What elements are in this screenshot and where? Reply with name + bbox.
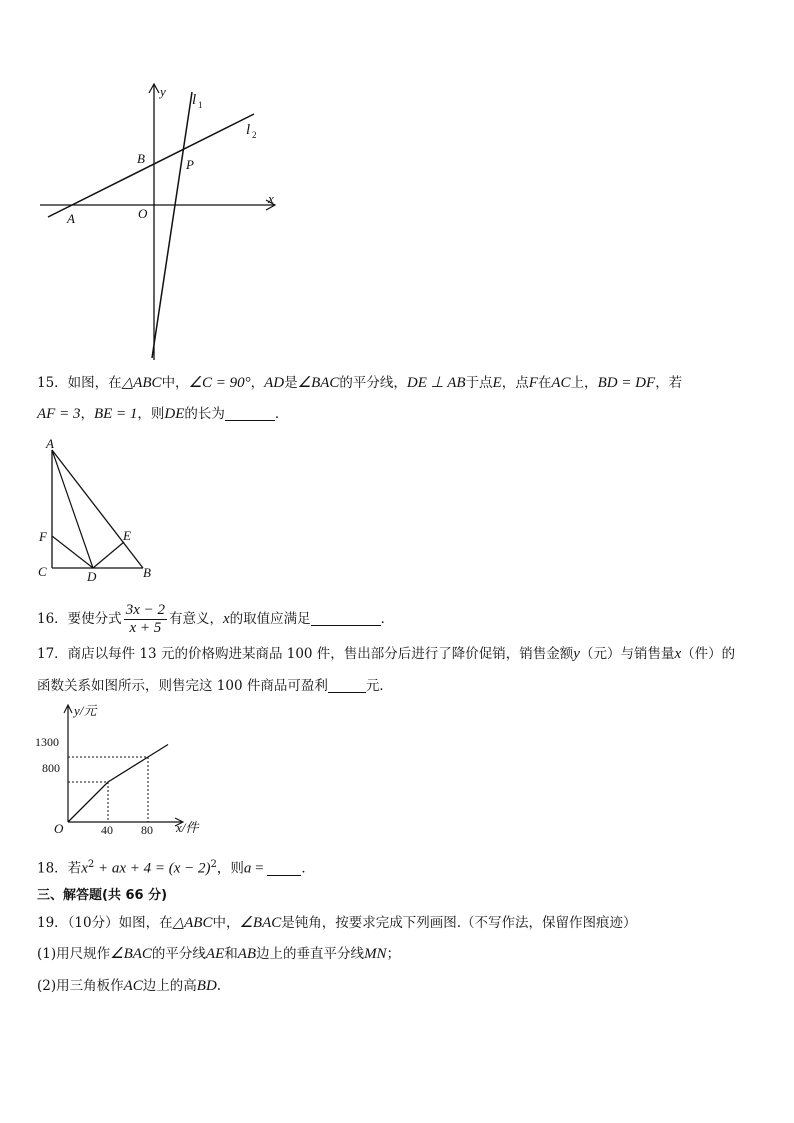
label-l1-sub: 1: [198, 100, 203, 110]
chart-ylabel: y/元: [74, 703, 97, 718]
answer-blank-15[interactable]: [225, 406, 275, 421]
question-19-line-1: 19．（10分）如图，在△ABC中，∠BAC是钝角，按要求完成下列画图.（不写作法，保留作图痕迹）: [37, 915, 637, 931]
question-19-item-1: (1)用尺规作∠BAC的平分线AE和AB边上的垂直平分线MN；: [37, 946, 401, 962]
label-P: P: [186, 157, 194, 172]
label-D: D: [87, 569, 97, 584]
series-line: [68, 745, 168, 823]
label-A: A: [67, 211, 75, 226]
line-l2: [48, 114, 254, 217]
section-heading-3: 三、解答题(共 66 分): [37, 888, 168, 903]
label-A: A: [46, 436, 54, 451]
chart-xtick-40: 40: [101, 823, 113, 837]
question-16: 16．要使分式 $\frac{3x - 2}{x + 5}$ 有意义，x的取值应满足 ．: [37, 602, 395, 636]
chart-ytick-800: 800: [42, 761, 60, 775]
label-x: x: [268, 191, 274, 206]
question-15-line-1: 15．如图，在△ABC中，∠C = 90°，AD是∠BAC的平分线，DE ⊥ AB于点E，点F在AC上，BD = DF，若: [37, 375, 683, 391]
label-l2: l: [246, 122, 251, 138]
question-18: 18．若$x^2$ + ax + $4 = (x - 2)^2$，则a = ．: [37, 859, 315, 877]
question-15-line-2: AF = 3，BE = 1，则DE的长为 ．: [37, 406, 289, 422]
label-C: C: [38, 564, 47, 579]
segment-DE: [93, 542, 124, 568]
segment-AB: [52, 450, 143, 568]
chart-ytick-1300: 1300: [35, 735, 59, 749]
question-17-line-1: 17．商店以每件 13 元的价格购进某商品 100 件，售出部分后进行了降价促销，销售金额y（元）与销售量x（件）的: [37, 646, 736, 662]
answer-blank-16[interactable]: [311, 611, 381, 626]
label-O: O: [138, 206, 148, 221]
label-y: y: [160, 84, 166, 99]
figure-right-triangle: [35, 436, 165, 584]
label-B: B: [137, 151, 145, 166]
figure-sales-chart: [30, 700, 220, 840]
question-17-line-2: 函数关系如图所示，则售完这 100 件商品可盈利 元．: [37, 678, 393, 694]
label-l1: l: [192, 92, 197, 108]
label-l2-sub: 2: [252, 130, 257, 140]
line-l1: [152, 92, 192, 358]
label-F: F: [39, 529, 47, 544]
segment-AD: [52, 450, 93, 568]
figure-two-lines: [40, 80, 290, 365]
question-19-item-2: (2)用三角板作AC边上的高BD.: [37, 978, 222, 994]
answer-blank-17[interactable]: [328, 678, 366, 693]
chart-origin: O: [54, 821, 64, 836]
answer-blank-18[interactable]: [267, 861, 301, 876]
label-B: B: [143, 565, 151, 580]
chart-xlabel: x/件: [176, 820, 199, 835]
fraction: $\frac{3x - 2}{x + 5}$: [125, 602, 165, 636]
chart-xtick-80: 80: [141, 823, 153, 837]
label-E: E: [123, 528, 131, 543]
